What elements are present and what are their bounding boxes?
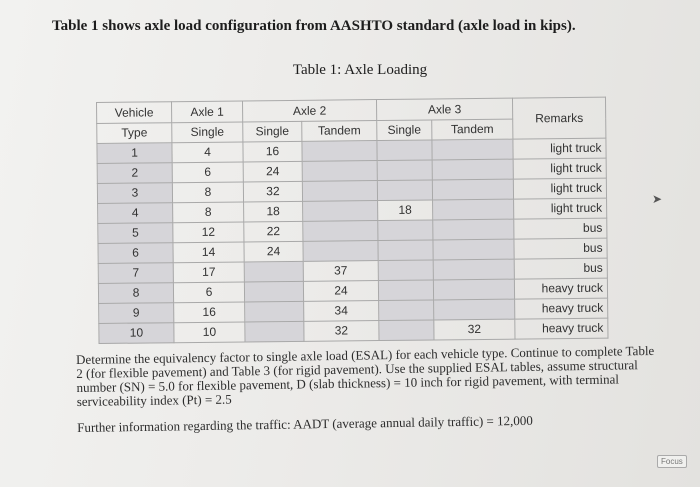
cell-axle2-single: 18 (244, 201, 303, 222)
cell-axle3-single (377, 180, 432, 201)
cell-axle1-single: 8 (173, 202, 244, 223)
cell-axle3-tandem (433, 199, 514, 220)
cell-axle2-tandem (302, 141, 377, 162)
cell-axle3-single (378, 220, 433, 241)
header-axle1-single: Single (172, 122, 243, 143)
header-type: Type (97, 123, 172, 144)
cell-axle3-single (379, 320, 434, 341)
cell-axle2-single: 24 (244, 241, 303, 262)
cell-type: 1 (97, 143, 172, 164)
cell-axle2-single (245, 301, 304, 322)
header-axle3-single: Single (377, 120, 432, 141)
cell-axle2-tandem: 37 (303, 261, 378, 282)
cell-axle2-single: 22 (244, 221, 303, 242)
cell-type: 9 (99, 303, 174, 324)
cell-axle3-tandem: 32 (434, 319, 515, 340)
cell-axle2-tandem (303, 241, 378, 262)
cell-axle3-single (378, 280, 433, 301)
question-text: Determine the equivalency factor to single axle load (ESAL) for each vehicle type. Continue to complete Table 2 (for flexible pavement) and Table 3 (for rigid pavement). Use the supplied ESAL tables, assume structural number (SN) = 5.0 for flexible pavement, D (slab thickness) = 10 inch for rigid pavement, with terminal serviceability index (Pt) = 2.5 (75, 342, 655, 409)
header-axle2-tandem: Tandem (302, 121, 377, 142)
cell-remarks: light truck (514, 198, 607, 219)
cell-remarks: heavy truck (515, 298, 608, 319)
cell-remarks: bus (514, 258, 607, 279)
cell-axle2-single: 24 (243, 161, 302, 182)
focus-badge: Focus (657, 455, 687, 468)
cell-axle3-single (378, 260, 433, 281)
header-axle1: Axle 1 (172, 101, 243, 123)
cell-axle1-single: 14 (173, 242, 244, 263)
header-axle2-single: Single (243, 121, 302, 142)
header-remarks: Remarks (512, 97, 605, 139)
header-vehicle: Vehicle (97, 102, 172, 124)
cell-axle2-single: 32 (243, 181, 302, 202)
cell-type: 7 (98, 263, 173, 284)
cell-axle2-tandem: 24 (303, 281, 378, 302)
cell-axle2-tandem: 34 (304, 301, 379, 322)
cell-axle2-single: 16 (243, 141, 302, 162)
cell-axle2-tandem (302, 161, 377, 182)
table-row (99, 318, 608, 343)
cell-type: 5 (98, 223, 173, 244)
intro-text: Table 1 shows axle load configuration from AASHTO standard (axle load in kips). (52, 18, 576, 34)
cell-axle1-single: 6 (173, 282, 244, 303)
cursor-arrow-icon: ➤ (652, 192, 663, 206)
cell-axle1-single: 10 (174, 322, 245, 343)
cell-axle2-single (244, 281, 303, 302)
cell-axle3-single: 18 (378, 200, 433, 221)
cell-axle1-single: 4 (172, 142, 243, 163)
cell-type: 8 (98, 283, 173, 304)
cell-axle3-tandem (433, 259, 514, 280)
cell-axle1-single: 12 (173, 222, 244, 243)
cell-type: 2 (97, 163, 172, 184)
cell-remarks: light truck (513, 138, 606, 159)
cell-axle3-tandem (434, 299, 515, 320)
cell-axle3-tandem (433, 219, 514, 240)
cell-type: 6 (98, 243, 173, 264)
cell-remarks: light truck (513, 178, 606, 199)
cell-remarks: heavy truck (514, 278, 607, 299)
cell-axle2-tandem (302, 181, 377, 202)
cell-axle1-single: 8 (172, 182, 243, 203)
cell-axle3-tandem (432, 159, 513, 180)
cell-type: 10 (99, 323, 174, 344)
question-block (76, 344, 657, 435)
cell-axle1-single: 6 (172, 162, 243, 183)
cell-axle2-single (245, 321, 304, 342)
cell-axle3-tandem (432, 179, 513, 200)
cell-axle2-tandem: 32 (304, 321, 379, 342)
cell-axle3-single (377, 160, 432, 181)
cell-axle2-tandem (303, 221, 378, 242)
cell-axle1-single: 16 (174, 302, 245, 323)
header-axle2: Axle 2 (242, 100, 376, 122)
cell-remarks: bus (514, 218, 607, 239)
traffic-info: Further information regarding the traffic: AADT (average annual daily traffic) = 12,000 (77, 412, 533, 435)
cell-axle3-single (379, 300, 434, 321)
cell-axle2-single (244, 261, 303, 282)
cell-axle3-tandem (432, 139, 513, 160)
cell-axle3-single (378, 240, 433, 261)
header-axle3-tandem: Tandem (432, 119, 513, 140)
header-axle3: Axle 3 (376, 98, 512, 120)
cell-type: 3 (97, 183, 172, 204)
axle-loading-table (96, 97, 609, 344)
cell-axle3-tandem (433, 279, 514, 300)
cell-remarks: heavy truck (515, 318, 608, 339)
cell-remarks: light truck (513, 158, 606, 179)
cell-axle2-tandem (303, 201, 378, 222)
cell-remarks: bus (514, 238, 607, 259)
table-caption: Table 1: Axle Loading (292, 62, 428, 78)
cell-axle1-single: 17 (173, 262, 244, 283)
cell-axle3-tandem (433, 239, 514, 260)
cell-axle3-single (377, 140, 432, 161)
cell-type: 4 (98, 203, 173, 224)
